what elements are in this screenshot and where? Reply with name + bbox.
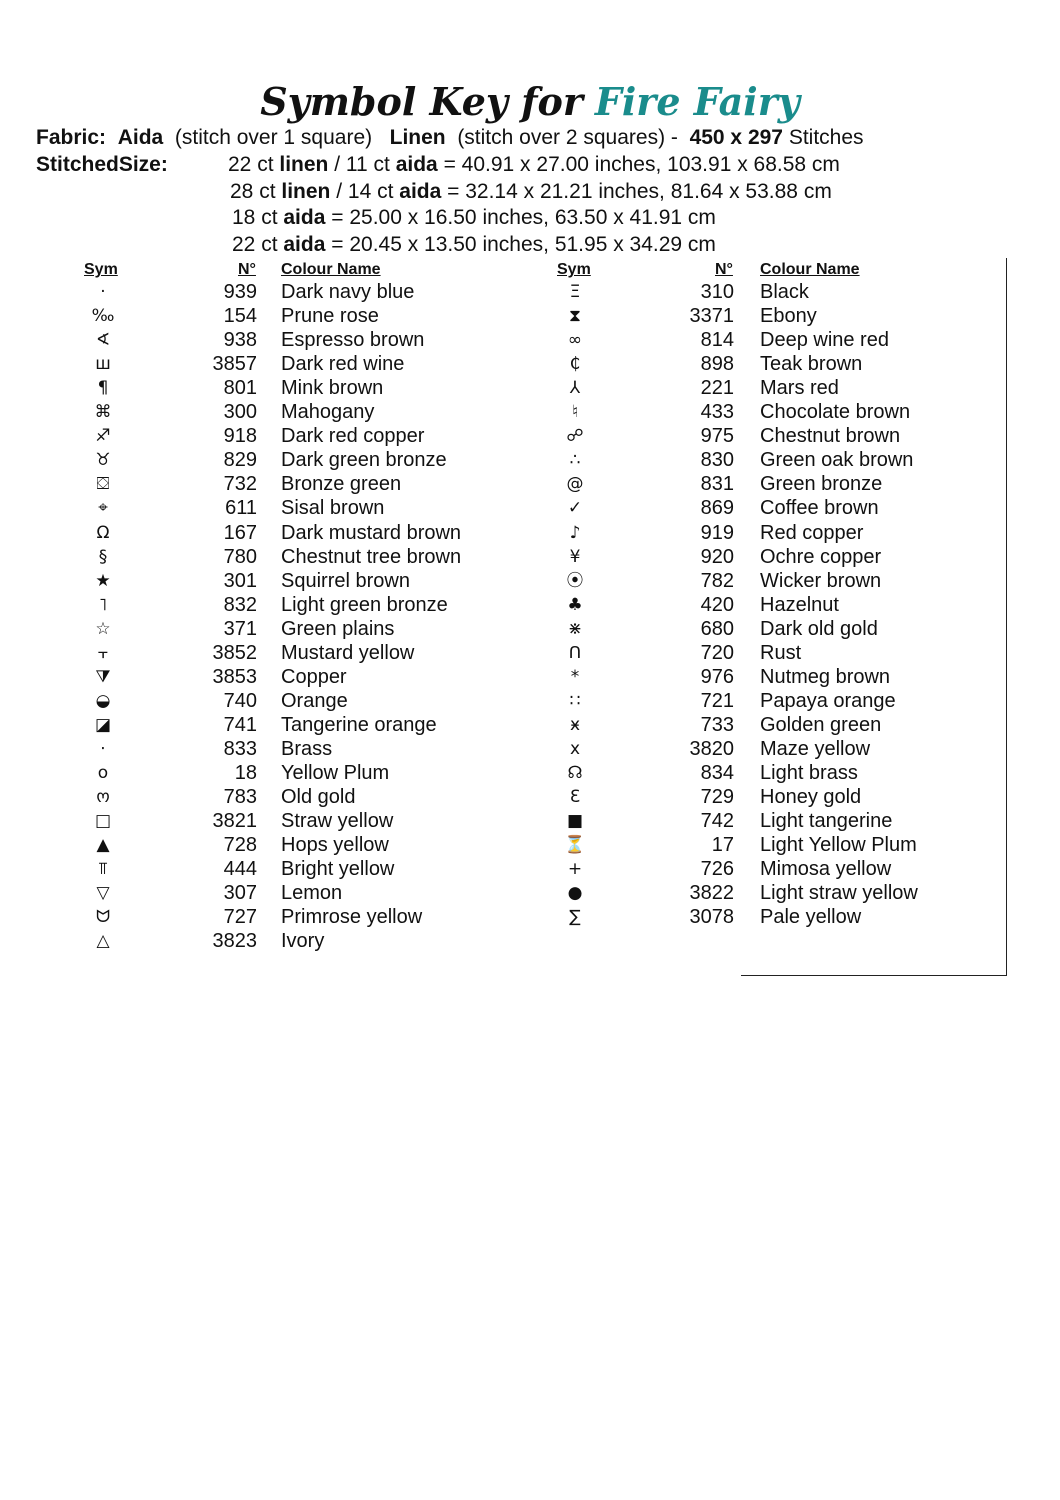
colour-name: Light brass [760,762,858,784]
colour-name: Ebony [760,305,817,328]
symbol-glyph: ˥ [98,594,108,615]
thread-number: 3078 [689,906,734,929]
symbol-glyph: ∑ [569,907,581,928]
symbol-glyph: o [97,763,109,783]
colour-name: Light tangerine [760,810,893,833]
table-row [0,280,1000,304]
table-row [0,472,1000,496]
thread-number: 976 [700,665,734,688]
thread-number: 3852 [212,641,257,664]
thread-number: 727 [223,906,257,929]
symbol-glyph: ✓ [567,498,583,519]
thread-number: 898 [700,353,734,376]
symbol-glyph: § [98,546,108,567]
colour-name: Green plains [281,617,395,640]
table-row [0,496,1000,520]
size-part-pre: 28 ct [230,179,282,203]
size-part-b1: linen [279,153,329,176]
colour-name: Primrose yellow [281,906,423,929]
thread-number: 420 [700,593,734,616]
symbol-glyph: ⦿ [566,570,584,591]
thread-number: 301 [223,569,257,592]
table-row [0,929,1000,953]
colour-name: Nutmeg brown [760,665,891,688]
colour-name: Dark mustard brown [281,521,462,544]
symbol-glyph: ♣ [567,594,583,615]
symbol-glyph: ⛋ [96,474,110,495]
size-part-b1: aida [283,206,326,229]
size-part-post: = 32.14 x 21.21 inches, 81.64 x 53.88 cm [441,179,832,203]
symbol-glyph: ☆ [95,618,111,639]
size-part-b2: aida [395,153,438,176]
thread-number: 918 [223,425,257,448]
thread-number: 3853 [212,665,257,688]
symbol-glyph: Ɛ [569,787,581,808]
size-part-mid: / 11 ct [328,153,396,176]
thread-number: 371 [223,617,257,640]
symbol-glyph: ო [96,787,110,808]
header-name-right: Colour Name [760,261,860,278]
symbol-glyph: ∢ [95,330,111,351]
colour-name: Rust [760,641,802,664]
thread-number: 3821 [212,810,257,833]
colour-name: Mahogany [281,401,375,424]
symbol-glyph: ◒ [95,690,111,711]
symbol-glyph: Ω [96,522,110,543]
table-row [0,905,1000,929]
size-part-mid: / 14 ct [330,179,400,203]
symbol-glyph: ¥ [569,546,581,567]
thread-number: 433 [700,401,734,424]
thread-number: 975 [700,425,734,448]
table-row [0,448,1000,472]
colour-name: Chestnut brown [760,425,901,448]
symbol-glyph: ⋅ [100,738,106,759]
thread-number: 920 [700,545,734,568]
stitched-size-line [230,179,832,205]
colour-name: Ivory [281,930,325,953]
thread-number: 3857 [212,353,257,376]
size-part-b1: linen [281,179,331,203]
table-row [0,881,1000,905]
colour-name: Bronze green [281,473,402,496]
colour-name: Coffee brown [760,497,879,520]
thread-number: 3820 [689,737,734,760]
symbol-glyph: ◪ [94,714,112,735]
table-row [0,665,1000,689]
colour-name: Bright yellow [281,858,395,881]
table-row [0,304,1000,328]
table-row [0,376,1000,400]
size-part-pre: 22 ct [228,153,280,176]
symbol-glyph: ⌖ [98,498,108,519]
thread-number: 732 [223,473,257,496]
thread-number: 742 [700,810,734,833]
symbol-glyph: ♮ [571,402,579,423]
colour-name: Green oak brown [760,449,914,472]
table-row [0,352,1000,376]
thread-number: 221 [700,377,734,400]
thread-number: 801 [223,377,257,400]
colour-name: Brass [281,737,333,760]
thread-number: 3371 [689,305,734,328]
fabric-linen-note: (stitch over 2 squares) - [457,126,678,149]
table-row [0,809,1000,833]
symbol-glyph: ⫪ [98,859,108,880]
thread-number: 780 [223,545,257,568]
colour-name: Papaya orange [760,689,896,712]
border-bottom [741,975,1007,976]
colour-name: Maze yellow [760,737,871,760]
size-part-b1: aida [283,232,326,256]
thread-number: 611 [225,497,257,520]
symbol-glyph: ▲ [96,835,110,856]
thread-number: 728 [223,834,257,857]
table-row [0,617,1000,641]
thread-number: 814 [700,329,734,352]
table-row [0,545,1000,569]
size-part-post: = 25.00 x 16.50 inches, 63.50 x 41.91 cm [325,206,716,229]
symbol-glyph: ‰ [91,306,115,327]
table-row [0,328,1000,352]
symbol-glyph: ∴ [569,450,581,471]
symbol-glyph: ♐ [95,426,111,447]
table-row [0,424,1000,448]
colour-name: Dark navy blue [281,281,415,303]
colour-name: Straw yellow [281,810,394,833]
size-part-post: = 40.91 x 27.00 inches, 103.91 x 68.58 cm [437,153,840,176]
thread-number: 720 [700,641,734,664]
symbol-glyph: ☊ [567,763,583,783]
thread-number: 919 [700,521,734,544]
thread-number: 741 [223,713,257,736]
colour-name: Honey gold [760,786,862,809]
symbol-glyph: ■ [566,811,584,832]
thread-number: 830 [700,449,734,472]
table-row [0,737,1000,761]
symbol-glyph: ᗢ [95,907,111,928]
table-row [0,689,1000,713]
fabric-line [36,125,864,151]
fabric-linen: Linen [389,126,446,149]
thread-number: 3823 [212,930,257,953]
colour-name: Lemon [281,882,343,905]
symbol-glyph: ₵ [569,354,581,375]
colour-name: Orange [281,689,348,712]
symbol-glyph: △ [96,931,110,952]
symbol-glyph: ☍ [566,426,584,447]
symbol-glyph: ● [567,883,583,904]
stitch-count: 450 x 297 [689,126,783,149]
symbol-glyph: ♉ [95,450,111,471]
symbol-glyph: * [570,666,580,687]
stitched-size-label: StitchedSize: [36,153,168,176]
symbol-glyph: ⫟ [97,642,109,663]
symbol-glyph: · [100,282,106,302]
size-part-pre: 22 ct [232,232,284,256]
colour-name: Chocolate brown [760,401,911,424]
colour-name: Tangerine orange [281,713,437,736]
symbol-glyph: ⧩ [95,666,111,687]
header-sym-right: Sym [557,261,591,278]
pattern-name: Fire Fairy [594,79,800,124]
stitch-word: Stitches [788,126,864,149]
colour-name: Dark red copper [281,425,425,448]
symbol-glyph: ∷ [569,690,581,711]
colour-name: Yellow Plum [281,762,390,784]
thread-number: 832 [223,593,257,616]
colour-name: Sisal brown [281,497,385,520]
fabric-aida-note: (stitch over 1 square) [174,126,373,149]
table-row [0,400,1000,424]
thread-number: 18 [234,762,257,784]
symbol-glyph: ▽ [96,883,110,904]
colour-name: Mimosa yellow [760,858,892,881]
thread-number: 831 [700,473,734,496]
colour-name: Copper [281,665,347,688]
colour-name: Dark red wine [281,353,405,376]
thread-number: 729 [700,786,734,809]
symbol-glyph: ⅄ [569,378,581,399]
thread-number: 733 [700,713,734,736]
symbol-glyph: ♪ [569,522,581,543]
colour-name: Green bronze [760,473,883,496]
thread-number: 782 [700,569,734,592]
thread-number: 17 [711,834,734,857]
stitched-size-line [232,205,716,231]
thread-number: 310 [700,281,734,303]
thread-number: 783 [223,786,257,809]
thread-number: 300 [223,401,257,424]
symbol-glyph: + [567,859,583,880]
symbol-glyph: □ [94,811,112,832]
colour-name: Light Yellow Plum [760,834,917,857]
symbol-glyph: ∞ [567,330,583,351]
symbol-glyph: ӿ [569,714,581,735]
size-part-b2: aida [399,179,442,203]
table-row [0,761,1000,785]
colour-name: Dark green bronze [281,449,447,472]
symbol-glyph: ᑎ [568,642,582,663]
symbol-glyph: ¶ [97,378,109,399]
border-right [1006,258,1007,975]
symbol-glyph: Ξ [569,282,581,302]
colour-name: Deep wine red [760,329,889,352]
symbol-glyph: ⧗ [569,306,581,327]
colour-name: Teak brown [760,353,863,376]
table-row [0,857,1000,881]
table-row [0,593,1000,617]
thread-number: 726 [700,858,734,881]
size-part-post: = 20.45 x 13.50 inches, 51.95 x 34.29 cm [325,232,716,256]
thread-number: 167 [223,521,257,544]
colour-name: Pale yellow [760,906,862,929]
colour-name: Mink brown [281,377,384,400]
thread-number: 721 [700,689,734,712]
colour-name: Espresso brown [281,329,425,352]
symbol-glyph: ⏳ [564,835,586,856]
stitched-size-line [228,152,840,178]
header-name-left: Colour Name [281,261,381,278]
table-row [0,569,1000,593]
colour-name: Chestnut tree brown [281,545,462,568]
table-row [0,785,1000,809]
thread-number: 869 [700,497,734,520]
colour-name: Hazelnut [760,593,839,616]
colour-name: Hops yellow [281,834,389,857]
thread-number: 939 [223,281,257,303]
stitched-size-line [232,232,716,258]
thread-number: 307 [223,882,257,905]
symbol-glyph: ⋇ [567,618,583,639]
thread-number: 938 [223,329,257,352]
table-row [0,521,1000,545]
thread-number: 3822 [689,882,734,905]
header-sym-left: Sym [84,261,118,278]
colour-name: Light straw yellow [760,882,918,905]
page-title [0,78,1060,126]
header-num-right: N° [715,261,733,278]
colour-name: Black [760,281,809,303]
table-row [0,641,1000,665]
size-part-pre: 18 ct [232,206,284,229]
thread-number: 829 [223,449,257,472]
colour-name: Mustard yellow [281,641,415,664]
colour-name: Golden green [760,713,882,736]
thread-number: 444 [223,858,257,881]
colour-name: Ochre copper [760,545,882,568]
table-row [0,713,1000,737]
colour-name: Light green bronze [281,593,448,616]
colour-name: Old gold [281,786,356,809]
colour-name: Dark old gold [760,617,878,640]
symbol-glyph: x [569,738,581,759]
symbol-glyph: @ [566,474,584,495]
thread-number: 740 [223,689,257,712]
fabric-aida: Aida [117,126,164,149]
thread-number: 680 [700,617,734,640]
symbol-glyph: ★ [95,570,111,591]
thread-number: 154 [223,305,257,328]
colour-name: Squirrel brown [281,569,410,592]
colour-name: Mars red [760,377,839,400]
colour-name: Red copper [760,521,864,544]
colour-name: Prune rose [281,305,379,328]
thread-number: 833 [223,737,257,760]
thread-number: 834 [700,762,734,784]
colour-name: Wicker brown [760,569,882,592]
symbol-glyph: ⌘ [94,402,112,423]
fabric-label: Fabric: [36,126,107,149]
header-num-left: N° [238,261,256,278]
table-row [0,833,1000,857]
title-prefix: Symbol Key for [260,79,583,124]
symbol-glyph: ш [95,354,111,375]
